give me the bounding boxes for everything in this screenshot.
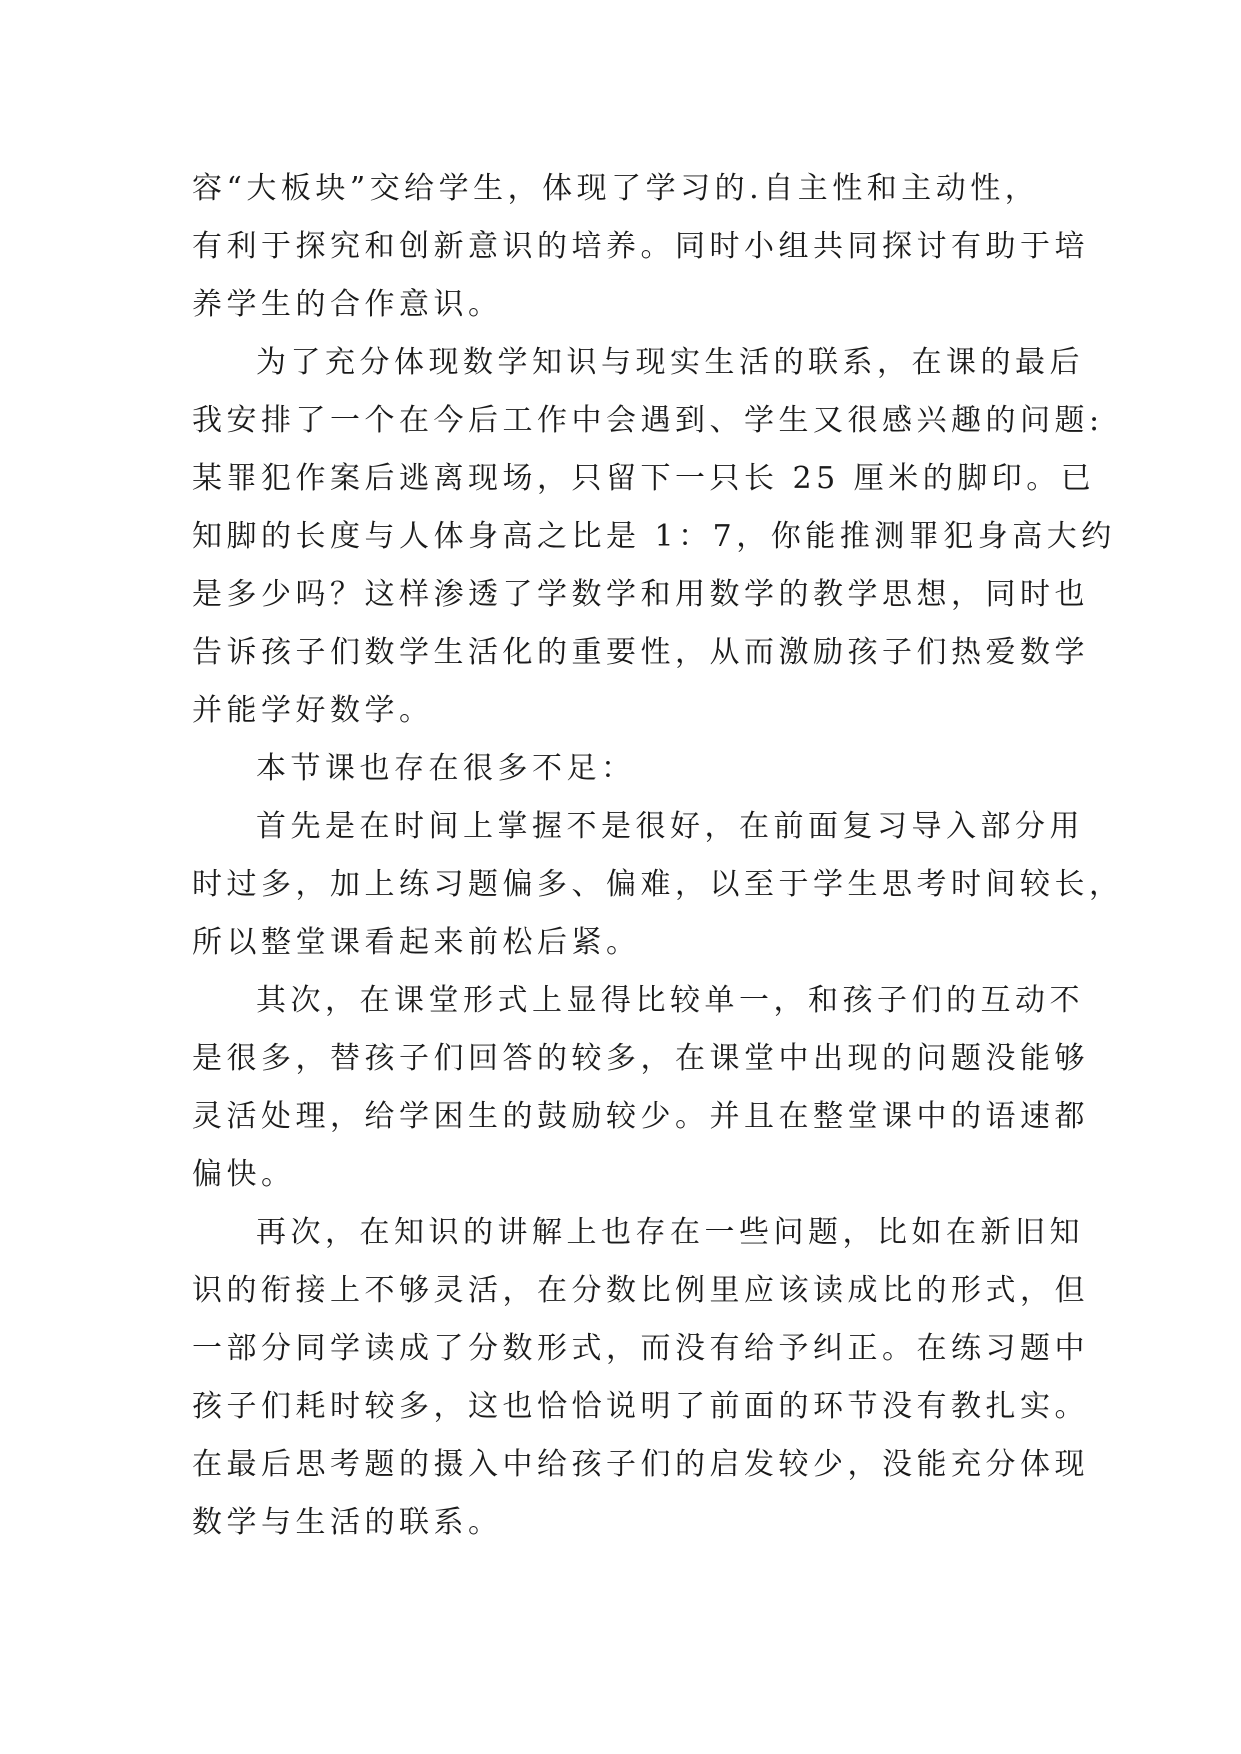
- text-line: 所以整堂课看起来前松后紧。: [192, 925, 641, 960]
- text-line: 孩子们耗时较多，这也恰恰说明了前面的环节没有教扎实。: [192, 1389, 1089, 1424]
- text-line: 偏快。: [192, 1157, 296, 1192]
- text-line: 某罪犯作案后逃离现场，只留下一只长 25 厘米的脚印。已: [192, 461, 1096, 496]
- body-text: [192, 160, 1124, 1552]
- text-line: 灵活处理，给学困生的鼓励较少。并且在整堂课中的语速都: [192, 1099, 1089, 1134]
- text-line: 告诉孩子们数学生活化的重要性，从而激励孩子们热爱数学: [192, 635, 1089, 670]
- text-line: 时过多，加上练习题偏多、偏难，以至于学生思考时间较长，: [192, 867, 1124, 902]
- paragraph-start-line: 首先是在时间上掌握不是很好，在前面复习导入部分用: [256, 809, 1084, 844]
- text-line: 容“大板块”交给学生，体现了学习的.自主性和主动性，: [192, 171, 1040, 206]
- text-line: 一部分同学读成了分数形式，而没有给予纠正。在练习题中: [192, 1331, 1089, 1366]
- text-line: 在最后思考题的摄入中给孩子们的启发较少，没能充分体现: [192, 1447, 1089, 1482]
- paragraph-start-line: 为了充分体现数学知识与现实生活的联系，在课的最后: [256, 345, 1084, 380]
- paragraph-start-line: 本节课也存在很多不足：: [256, 751, 636, 786]
- text-line: 并能学好数学。: [192, 693, 434, 728]
- text-line: 识的衔接上不够灵活，在分数比例里应该读成比的形式，但: [192, 1273, 1089, 1308]
- text-line: 养学生的合作意识。: [192, 287, 503, 322]
- text-line: 我安排了一个在今后工作中会遇到、学生又很感兴趣的问题:: [192, 403, 1104, 438]
- text-line: 数学与生活的联系。: [192, 1505, 503, 1540]
- text-line: 是很多，替孩子们回答的较多，在课堂中出现的问题没能够: [192, 1041, 1089, 1076]
- text-line: 知脚的长度与人体身高之比是 1：7，你能推测罪犯身高大约: [192, 519, 1116, 554]
- paragraph-start-line: 再次，在知识的讲解上也存在一些问题，比如在新旧知: [256, 1215, 1084, 1250]
- text-line: 有利于探究和创新意识的培养。同时小组共同探讨有助于培: [192, 229, 1089, 264]
- paragraph-start-line: 其次，在课堂形式上显得比较单一，和孩子们的互动不: [256, 983, 1084, 1018]
- text-line: 是多少吗？这样渗透了学数学和用数学的教学思想，同时也: [192, 577, 1089, 612]
